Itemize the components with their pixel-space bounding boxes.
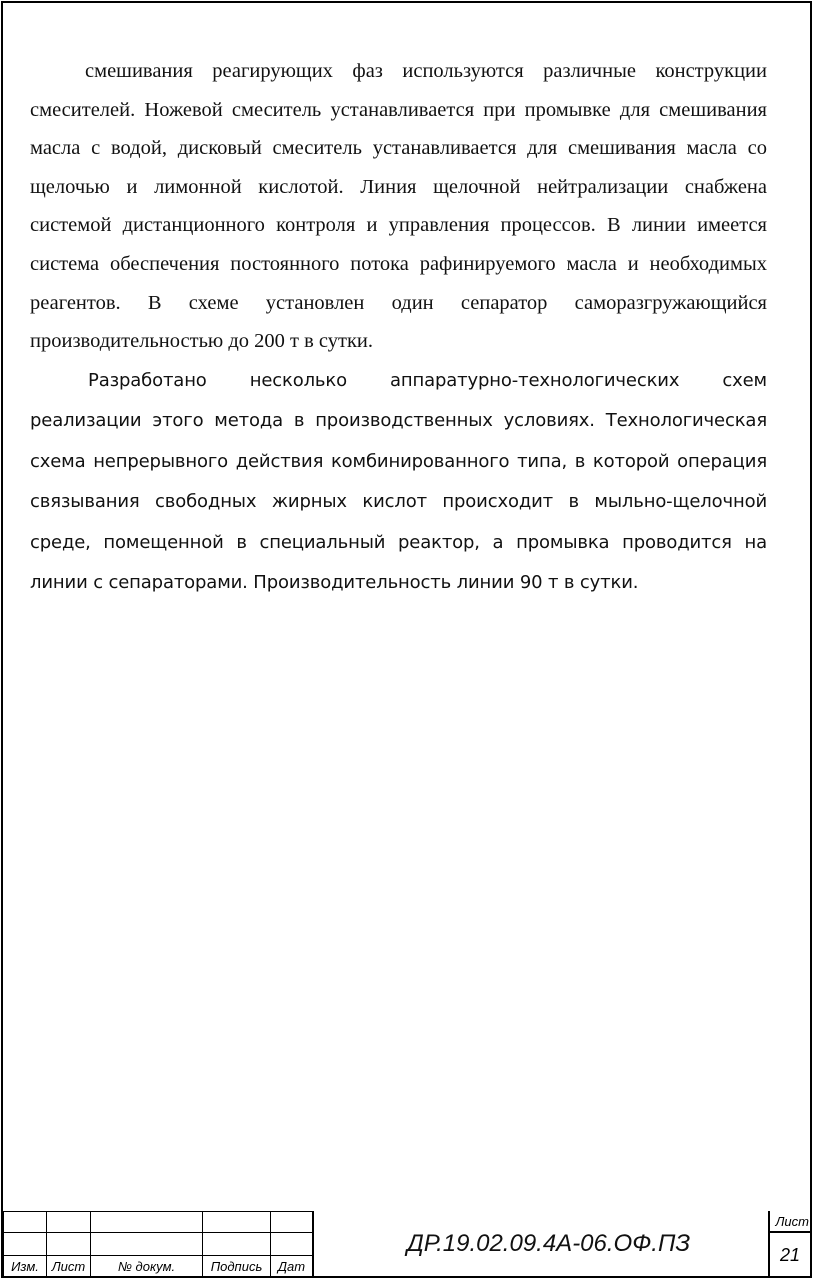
- sheet-number: 21: [779, 1245, 801, 1265]
- revision-table: [3, 1211, 313, 1278]
- revision-cell: [47, 1233, 91, 1256]
- header-date: Дат: [271, 1256, 313, 1278]
- revision-cell: [4, 1212, 47, 1233]
- revision-cell: [47, 1212, 91, 1233]
- revision-cell: [91, 1233, 203, 1256]
- title-block: [3, 1211, 810, 1277]
- document-code: ДР.19.02.09.4А-06.ОФ.ПЗ: [406, 1230, 691, 1257]
- revision-cell: [271, 1233, 313, 1256]
- revision-cell: [91, 1212, 203, 1233]
- revision-cell: [203, 1212, 271, 1233]
- document-code-box: [312, 1211, 770, 1277]
- revision-cell: [271, 1212, 313, 1233]
- paragraph-2: Разработано несколько аппаратурно-технологических схем реализации этого метода в производственных условиях. Технологическая схема непрерывного действия комбинированного типа, в которой операция связывания свободных жирных кислот происходит в мыльно-щелочной среде, помещенной в специальный реактор, а промывка проводится на линии с сепараторами. Производительность линии 90 т в сутки.: [30, 369, 767, 594]
- header-doc: № докум.: [91, 1256, 203, 1278]
- revision-cell: [4, 1233, 47, 1256]
- header-izm: Изм.: [4, 1256, 47, 1278]
- header-sign: Подпись: [203, 1256, 271, 1278]
- paragraph-1: смешивания реагирующих фаз используются различные конструкции смесителей. Ножевой смеситель устанавливается при промывке для смешивания масла с водой, дисковый смеситель устанавливается для смешивания масла со щелочью и лимонной кислотой. Линия щелочной нейтрализации снабжена системой дистанционного контроля и управления процессов. В линии имеется система обеспечения постоянного потока рафинируемого масла и необходимых реагентов. В схеме установлен один сепаратор саморазгружающийся производительностью до 200 т в сутки.: [30, 60, 767, 353]
- sheet-box: [770, 1211, 810, 1277]
- revision-cell: [203, 1233, 271, 1256]
- sheet-label: Лист: [770, 1211, 810, 1233]
- document-body: [30, 52, 767, 604]
- header-list: Лист: [47, 1256, 91, 1278]
